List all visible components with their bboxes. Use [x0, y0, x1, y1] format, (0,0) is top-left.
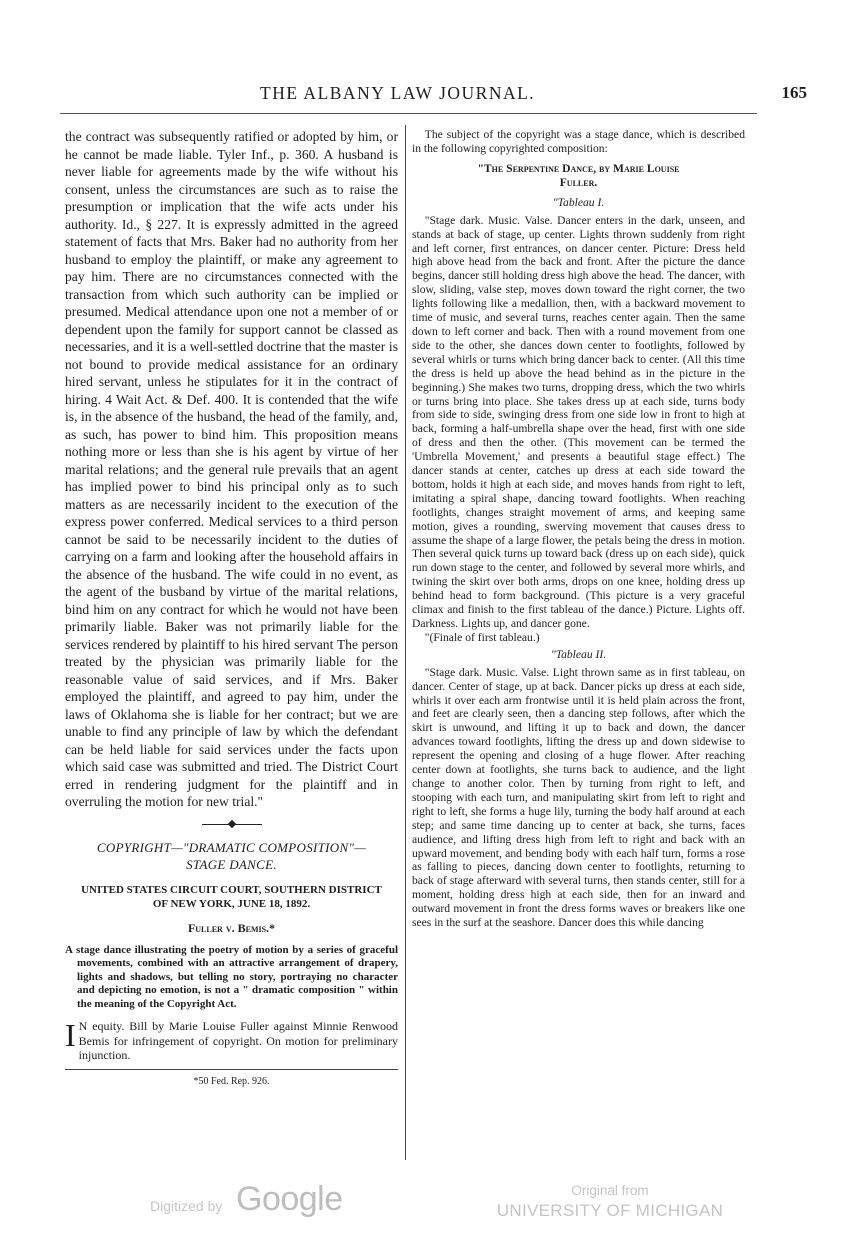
- tableau-1-heading: "Tableau I.: [552, 195, 605, 209]
- university-label: UNIVERSITY OF MICHIGAN: [496, 1201, 724, 1220]
- finale-note: "(Finale of first tableau.): [424, 630, 540, 644]
- footnote-rule: [65, 1069, 398, 1070]
- opinion-conclusion-paragraph: the contract was subsequently ratified or adopted by him, or he cannot be made liable. Tyler Inf., p. 360. A husband is never liable for agreements made by the wife without his consent, unless the circumstances are such as to raise the presumption or implication that the wife acts under his authority. Id., § 227. It is expressly admitted in the agreed statement of facts that Mrs. Baker had no authority from her husband to employ the plaintiff, or make any agreement to pay him. There are no circumstances connected with the transaction from which such authority can be implied or presumed. Medical attendance upon one not a member of or dependent upon the family for support cannot be classed as necessaries, and it is a well-settled doctrine that the master is not bound to provide medical assistance for an ordinary hired servant, unless he stipulates for it in the contract of hiring. 4 Wait Act. & Def. 400. It is contended that the wife is, in the absence of the husband, the head of the family, and, as such, has power to bind him. This proposition means nothing more or less than she is his agent by virtue of her marital relations; and the general rule prevails that an agent has implied power to bind his principal only as to such matters as are necessarily incident to the execution of the express power conferred. Medical services to a third person cannot be said to be necessarily incident to the duties of carrying on a farm and looking after the household affairs in the absence of the husband. The wife could in no event, as the agent of the busband by virtue of the marital relations, bind him on any contract for which he would not have been primarily liable. Baker was not primarily liable for the services rendered by plaintiff to his hired servant The person treated by the physician was primarily liable for the reasonable value of said services, and if Mrs. Baker employed the plaintiff, and agreed to pay him, under the laws of Oklahoma she is liable for her contract; but we are unable to find any principle of law by which the defendant can be held liable for said services under the facts upon which said case was submitted and tried. The District Court erred in rendering judgment for the plaintiff and in overruling the motion for new trial.": [65, 129, 398, 809]
- tableau-2-text: "Stage dark. Music. Valse. Light thrown same as in first tableau, on dancer. Center of stage, up at back. Dancer picks up dress at each side, whirls it over each arm frontwise until it is held plain across the front, and feet are clearly seen, then a dancing step follows, after which the skirt is unwound, and lifting it up to back and down, the dancer advances toward footlights, lifting the dress up and down sidewise to represent the opening and closing of a huge flower. After reaching center down at footlights, she turns back to audience, and the light change to another color. Then by turning from right to left, and stooping with each turn, and manipulating skirt from left to right and right to left, she forms a huge lily, turning the body half around at each step; and same time dancing up to center at back, she turns, faces audience, and lifting dress high from left to right and back with an upward movement, and bending body with each half turn, forms a rose as falling to pieces, dancing down center to footlights, returning to back of stage afterward with several turns, then stands center, still for a moment, holding dress high at each side, then for an inward and outward movement in front the dress forms waves or breakers like one sees in the surf at the seashore. Dancer does this while dancing: [412, 665, 745, 930]
- case-name: Fuller v. Bemis.*: [187, 920, 276, 935]
- page-number: 165: [781, 83, 807, 102]
- column-separator: [405, 125, 406, 1160]
- original-from-watermark: [495, 1180, 725, 1226]
- tableau-2-heading: "Tableau II.: [550, 647, 607, 661]
- section-title: COPYRIGHT—"DRAMATIC COMPOSITION"— STAGE DANCE.: [96, 839, 367, 872]
- opening-paragraph: I N equity. Bill by Marie Louise Fuller against Minnie Renwood Bemis for infringement of copyright. On motion for preliminary injunction.: [65, 1017, 398, 1063]
- headnote: A stage dance illustrating the poetry of motion by a series of graceful movements, combined with an attractive arrangement of drapery, lights and shadows, but telling no story, portraying no character and depicting no emotion, is not a " dramatic composition " within the meaning of the Copyright Act.: [65, 943, 398, 1010]
- google-logo: Google: [236, 1180, 343, 1218]
- right-column: [412, 128, 745, 930]
- piece-title: "The Serpentine Dance, by Marie Louise Fuller.: [477, 161, 680, 189]
- court-line: UNITED STATES CIRCUIT COURT, SOUTHERN DISTRICT OF NEW YORK, JUNE 18, 1892.: [81, 883, 382, 910]
- header-rule: [60, 113, 757, 114]
- drop-cap: I: [65, 1017, 76, 1054]
- digitized-by-google-watermark: [150, 1180, 360, 1220]
- section-divider: [202, 821, 262, 829]
- journal-title: THE ALBANY LAW JOURNAL.: [260, 83, 536, 103]
- running-header: [60, 83, 807, 109]
- tableau-1-text: "Stage dark. Music. Valse. Dancer enters in the dark, unseen, and stands at back of stage, up center. Lights thrown suddenly from right and left corner, first entrances, on dancer center. Picture: Dress held high above head from the back and front. After the picture the dance begins, dancer still holding dress high above the head. The dancer, with slow, sliding, valse step, moves down toward the right corner, the two lights following like a medallion, then, with a backward movement to time of music, and several turns, reaches center again. Then the same down to left corner and back. Then with a round movement from one side to the other, she dances down center to footlights, followed by several whirls or turns which bring dancer back to center. (All this time the dress is held up above the head behind as in the picture in the beginning.) She makes two turns, dropping dress, which the two whirls or turns bring into place. She takes dress up at each side, turns body from side to side, swinging dress from one side low in front to high at back, forming a half-umbrella shape over the head, first with one side of dress and then the other. (This movement can be termed the 'Umbrella Movement,' and presents a beautiful stage effect.) The dancer stands at center, catches up dress at each side toward the bottom, holds it high at each side, and moves hands from right to left, imitating a spiral shape, dancing toward footlights. When reaching footlights, changes straight movement of arms, and keeping same motion, gives a rounding, swerving movement that causes dress to assume the shape of a large flower, the petals being the dress in motion. Then several quick turns up toward back (dress up on each side), quick run down stage to the center, and followed by several more whirls, and twining the skirt over both arms, drops on one knee, holding dress up behind head to form background. (This picture is a very graceful climax and finish to the first tableau of the dance.) Picture. Lights off. Darkness. Lights up, and dancer gone.: [412, 213, 745, 630]
- copyright-intro: The subject of the copyright was a stage dance, which is described in the following copyrighted composition:: [412, 128, 745, 155]
- left-column: [65, 128, 398, 1087]
- footnote: *50 Fed. Rep. 926.: [193, 1075, 270, 1087]
- digitized-by-label: Digitized by: [150, 1198, 223, 1214]
- original-from-label: Original from: [571, 1183, 649, 1198]
